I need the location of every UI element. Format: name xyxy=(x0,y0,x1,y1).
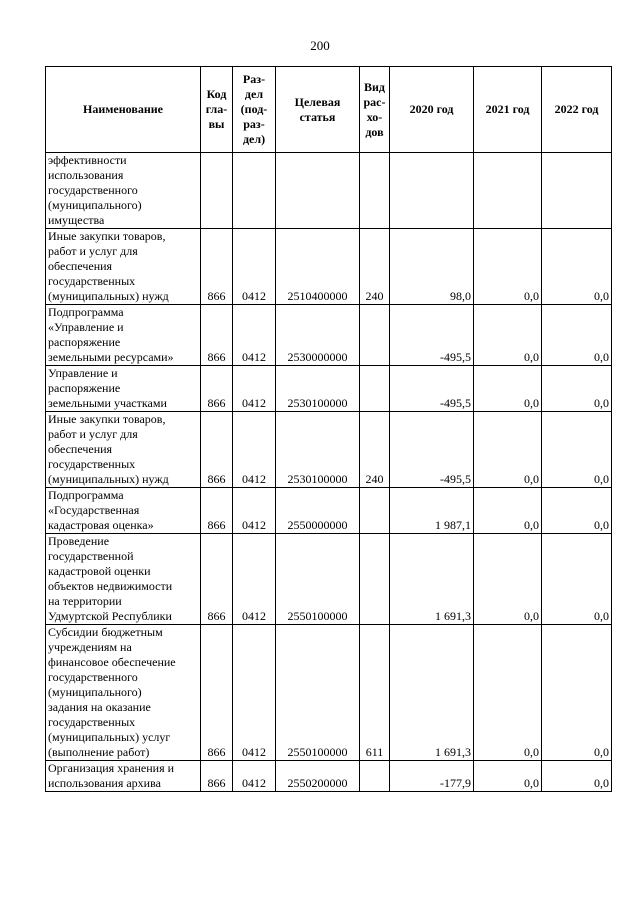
row-value-2020: -177,9 xyxy=(390,761,474,792)
row-chapter-code: 866 xyxy=(201,625,233,761)
row-value-2022: 0,0 xyxy=(542,625,612,761)
table-body xyxy=(46,153,612,792)
row-name-line: распоряжение xyxy=(48,335,121,349)
row-name-line: (муниципальных) услуг xyxy=(48,730,171,744)
row-section-code: 0412 xyxy=(233,305,276,366)
row-name-line: задания на оказание xyxy=(48,700,151,714)
row-name-line: обеспечения xyxy=(48,259,113,273)
row-value-2020: 1 691,3 xyxy=(390,625,474,761)
header-section-line: дел) xyxy=(242,132,266,146)
table-row xyxy=(46,412,612,488)
row-name-line: Подпрограмма xyxy=(48,488,124,502)
header-expense-line: рас- xyxy=(363,94,386,109)
row-name-line: учреждениям на xyxy=(48,640,132,654)
header-section-line: дел xyxy=(244,87,264,101)
row-chapter-code: 866 xyxy=(201,534,233,625)
row-value-2021: 0,0 xyxy=(474,534,542,625)
row-name-line: государственных xyxy=(48,457,136,471)
row-expense-type xyxy=(360,305,390,366)
header-target-line: статья xyxy=(299,109,336,124)
row-name xyxy=(46,153,201,229)
row-section-code: 0412 xyxy=(233,412,276,488)
row-name-line: использования архива xyxy=(48,776,161,790)
row-value-2021: 0,0 xyxy=(474,305,542,366)
row-target-article: 2530100000 xyxy=(276,366,360,412)
header-chapter-code xyxy=(201,67,233,153)
header-section xyxy=(233,67,276,153)
row-expense-type: 240 xyxy=(360,412,390,488)
header-section-line: (под- xyxy=(240,102,268,116)
header-expense-type xyxy=(360,67,390,153)
row-chapter-code: 866 xyxy=(201,366,233,412)
row-expense-type xyxy=(360,366,390,412)
row-name-line: эффективности xyxy=(48,153,127,167)
row-name-line: Подпрограмма xyxy=(48,305,124,319)
row-name-line: государственных xyxy=(48,715,136,729)
table-row xyxy=(46,625,612,761)
header-year-2021: 2021 год xyxy=(474,67,542,153)
row-name-line: Проведение xyxy=(48,534,110,548)
row-section-code xyxy=(233,153,276,229)
row-name-line: (муниципальных) нужд xyxy=(48,289,169,303)
row-name-line: (муниципальных) нужд xyxy=(48,472,169,486)
row-target-article: 2550200000 xyxy=(276,761,360,792)
row-name xyxy=(46,488,201,534)
row-name-line: Субсидии бюджетным xyxy=(48,625,163,639)
row-section-code: 0412 xyxy=(233,761,276,792)
row-value-2020 xyxy=(390,153,474,229)
row-name xyxy=(46,305,201,366)
row-name-line: земельными ресурсами» xyxy=(48,350,174,364)
row-expense-type xyxy=(360,761,390,792)
row-name-line: использования xyxy=(48,168,124,182)
row-target-article: 2550100000 xyxy=(276,534,360,625)
row-name-line: государственных xyxy=(48,274,136,288)
row-value-2022: 0,0 xyxy=(542,488,612,534)
row-name xyxy=(46,534,201,625)
row-value-2021 xyxy=(474,153,542,229)
row-value-2022: 0,0 xyxy=(542,366,612,412)
row-value-2022: 0,0 xyxy=(542,761,612,792)
row-name-line: Организация хранения и xyxy=(48,761,175,775)
row-name-line: кадастровой оценки xyxy=(48,564,151,578)
row-chapter-code xyxy=(201,153,233,229)
row-chapter-code: 866 xyxy=(201,412,233,488)
row-value-2022: 0,0 xyxy=(542,534,612,625)
row-name-line: (муниципального) xyxy=(48,198,142,212)
row-name-line: (муниципального) xyxy=(48,685,142,699)
header-year-2022: 2022 год xyxy=(542,67,612,153)
row-target-article: 2510400000 xyxy=(276,229,360,305)
row-value-2022: 0,0 xyxy=(542,305,612,366)
row-section-code: 0412 xyxy=(233,625,276,761)
row-name-line: государственного xyxy=(48,670,138,684)
row-chapter-code: 866 xyxy=(201,229,233,305)
row-expense-type xyxy=(360,534,390,625)
row-name xyxy=(46,412,201,488)
row-name-line: Иные закупки товаров, xyxy=(48,229,166,243)
row-value-2021: 0,0 xyxy=(474,761,542,792)
table-row xyxy=(46,153,612,229)
row-value-2020: 1 987,1 xyxy=(390,488,474,534)
row-name-line: объектов недвижимости xyxy=(48,579,173,593)
row-name-line: «Государственная xyxy=(48,503,140,517)
row-target-article: 2530100000 xyxy=(276,412,360,488)
row-value-2020: -495,5 xyxy=(390,305,474,366)
row-value-2022: 0,0 xyxy=(542,412,612,488)
row-name-line: распоряжение xyxy=(48,381,121,395)
row-name xyxy=(46,625,201,761)
header-target-line: Целевая xyxy=(294,94,341,109)
row-value-2020: -495,5 xyxy=(390,412,474,488)
row-chapter-code: 866 xyxy=(201,305,233,366)
header-section-line: раз- xyxy=(243,117,265,131)
header-expense-line: Вид xyxy=(364,79,385,94)
row-name-line: «Управление и xyxy=(48,320,124,334)
table-row xyxy=(46,305,612,366)
row-chapter-code: 866 xyxy=(201,488,233,534)
row-name-line: на территории xyxy=(48,594,122,608)
header-chapter-line: Код xyxy=(206,87,227,101)
budget-table xyxy=(45,66,612,792)
header-target-article xyxy=(276,67,360,153)
row-name-line: Иные закупки товаров, xyxy=(48,412,166,426)
row-value-2021: 0,0 xyxy=(474,229,542,305)
row-value-2022: 0,0 xyxy=(542,229,612,305)
row-expense-type xyxy=(360,488,390,534)
table-row xyxy=(46,761,612,792)
table-row xyxy=(46,366,612,412)
header-expense-line: хо- xyxy=(366,109,383,124)
table-row xyxy=(46,229,612,305)
row-name-line: государственной xyxy=(48,549,134,563)
page-number: 200 xyxy=(310,38,330,53)
header-year-2020: 2020 год xyxy=(390,67,474,153)
header-chapter-line: гла- xyxy=(205,102,228,116)
header-chapter-line: вы xyxy=(208,117,225,131)
row-target-article xyxy=(276,153,360,229)
row-name-line: государственного xyxy=(48,183,138,197)
row-name-line: Управление и xyxy=(48,366,118,380)
row-target-article: 2550000000 xyxy=(276,488,360,534)
row-expense-type xyxy=(360,153,390,229)
row-section-code: 0412 xyxy=(233,229,276,305)
row-expense-type: 611 xyxy=(360,625,390,761)
row-section-code: 0412 xyxy=(233,488,276,534)
row-name-line: имущества xyxy=(48,213,105,227)
header-section-line: Раз- xyxy=(242,72,266,86)
row-name xyxy=(46,366,201,412)
row-name-line: обеспечения xyxy=(48,442,113,456)
row-name-line: финансовое обеспечение xyxy=(48,655,176,669)
header-expense-line: дов xyxy=(365,124,384,139)
row-value-2020: 1 691,3 xyxy=(390,534,474,625)
row-name-line: (выполнение работ) xyxy=(48,745,150,759)
row-name-line: кадастровая оценка» xyxy=(48,518,154,532)
row-name xyxy=(46,229,201,305)
row-name-line: работ и услуг для xyxy=(48,244,138,258)
table-row xyxy=(46,488,612,534)
header-name: Наименование xyxy=(46,67,201,153)
row-target-article: 2550100000 xyxy=(276,625,360,761)
row-name xyxy=(46,761,201,792)
row-target-article: 2530000000 xyxy=(276,305,360,366)
row-name-line: Удмуртской Республики xyxy=(48,609,172,623)
table-row xyxy=(46,534,612,625)
row-section-code: 0412 xyxy=(233,366,276,412)
row-name-line: работ и услуг для xyxy=(48,427,138,441)
row-section-code: 0412 xyxy=(233,534,276,625)
row-value-2021: 0,0 xyxy=(474,625,542,761)
row-value-2022 xyxy=(542,153,612,229)
row-name-line: земельными участками xyxy=(48,396,167,410)
row-value-2020: -495,5 xyxy=(390,366,474,412)
table-header-row xyxy=(46,67,612,153)
row-chapter-code: 866 xyxy=(201,761,233,792)
row-value-2021: 0,0 xyxy=(474,366,542,412)
row-value-2021: 0,0 xyxy=(474,412,542,488)
row-value-2020: 98,0 xyxy=(390,229,474,305)
row-expense-type: 240 xyxy=(360,229,390,305)
row-value-2021: 0,0 xyxy=(474,488,542,534)
